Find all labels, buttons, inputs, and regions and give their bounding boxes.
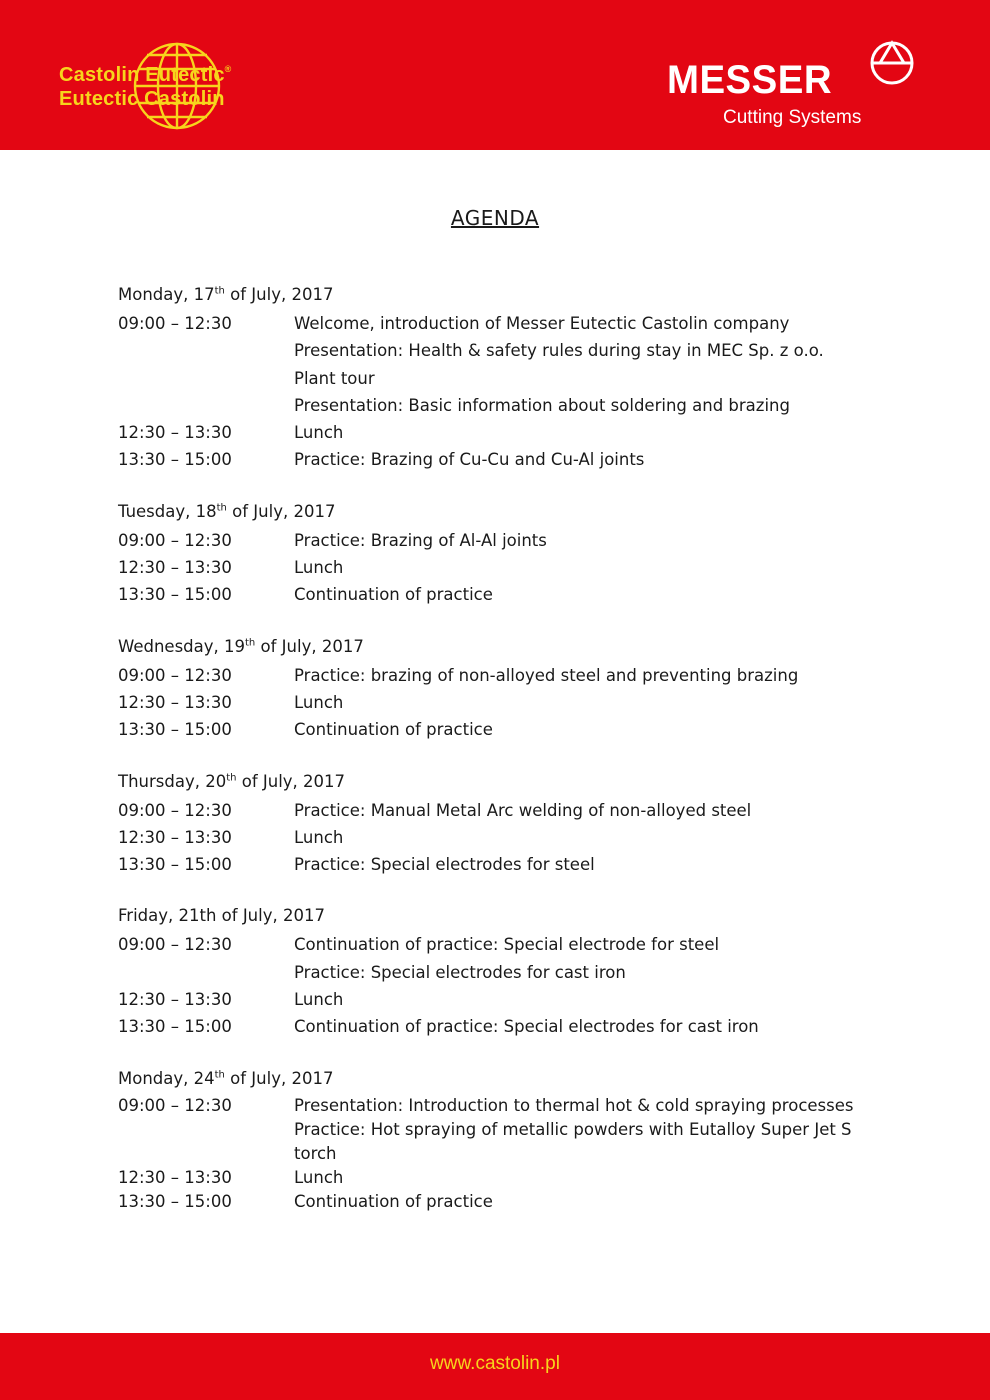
- day-heading: [118, 283, 878, 310]
- header-banner: [0, 0, 990, 150]
- time-slot: [118, 931, 878, 986]
- slot-items: [294, 1013, 854, 1040]
- agenda-day: [118, 904, 878, 1040]
- slot-items: [294, 986, 854, 1013]
- slot-items: [294, 581, 854, 608]
- slot-item: Practice: Brazing of Al-Al joints: [294, 530, 547, 550]
- slot-item: Practice: Special electrodes for steel: [294, 855, 595, 875]
- slot-items: [294, 797, 854, 824]
- time-slot: [118, 662, 878, 689]
- slot-time: 09:00 – 12:30: [118, 530, 232, 550]
- slot-time: 09:00 – 12:30: [118, 1095, 232, 1115]
- slot-item: Presentation: Health & safety rules during stay in MEC Sp. z o.o.: [294, 341, 824, 361]
- day-name: Tuesday, 18: [118, 501, 217, 521]
- slot-items: [294, 662, 854, 689]
- logo-text-line1: Castolin Eutectic®: [59, 64, 232, 86]
- time-slot: [118, 310, 878, 419]
- day-ordinal-suffix: th: [214, 1069, 225, 1081]
- slot-items: [294, 689, 854, 716]
- day-name: Wednesday, 19: [118, 636, 246, 656]
- day-month-year: of July, 2017: [224, 1068, 334, 1088]
- slot-item: Presentation: Introduction to thermal hot & cold spraying processes: [294, 1095, 854, 1115]
- slot-items: [294, 419, 854, 446]
- day-month-year: of July, 2017: [224, 285, 334, 304]
- day-name: Monday, 24: [118, 1068, 215, 1088]
- slot-time: 12:30 – 13:30: [118, 827, 232, 847]
- day-ordinal-suffix: th: [226, 772, 237, 784]
- slot-time: 09:00 – 12:30: [118, 935, 232, 955]
- time-slot: [118, 1013, 878, 1040]
- slot-items: [294, 310, 854, 419]
- slot-time: 13:30 – 15:00: [118, 585, 232, 605]
- messer-brand: MESSER: [667, 58, 833, 102]
- messer-triangle-circle-icon: [869, 40, 915, 86]
- day-heading: [118, 904, 878, 931]
- agenda-list: [118, 283, 878, 1240]
- time-slot: [118, 581, 878, 608]
- slot-time: 09:00 – 12:30: [118, 800, 232, 820]
- slot-items: [294, 1190, 854, 1214]
- slot-items: [294, 716, 854, 743]
- time-slot: [118, 824, 878, 851]
- slot-item: Welcome, introduction of Messer Eutectic Castolin company: [294, 314, 790, 333]
- slot-items: [294, 824, 854, 851]
- time-slot: [118, 446, 878, 473]
- slot-items: [294, 554, 854, 581]
- day-ordinal-suffix: th: [245, 637, 256, 649]
- agenda-day: [118, 635, 878, 744]
- time-slot: [118, 1166, 878, 1190]
- slot-time: 13:30 – 15:00: [118, 720, 232, 740]
- day-heading: [118, 500, 878, 527]
- slot-time: 09:00 – 12:30: [118, 665, 232, 685]
- slot-item: Presentation: Basic information about soldering and brazing: [294, 395, 790, 415]
- day-ordinal-suffix: th: [216, 502, 227, 514]
- slot-time: 12:30 – 13:30: [118, 558, 232, 578]
- footer-url: www.castolin.pl: [430, 1353, 560, 1374]
- slot-items: [294, 851, 854, 878]
- time-slot: [118, 797, 878, 824]
- slot-time: 12:30 – 13:30: [118, 692, 232, 712]
- slot-items: [294, 1166, 854, 1190]
- day-name: Monday, 17: [118, 285, 215, 304]
- slot-time: 09:00 – 12:30: [118, 314, 232, 333]
- slot-time: 12:30 – 13:30: [118, 1167, 232, 1187]
- time-slot: [118, 986, 878, 1013]
- slot-time: 12:30 – 13:30: [118, 423, 232, 443]
- slot-item: Continuation of practice: [294, 585, 493, 605]
- time-slot: [118, 554, 878, 581]
- slot-item: Continuation of practice: [294, 1191, 493, 1211]
- slot-item: Practice: Brazing of Cu-Cu and Cu-Al joints: [294, 450, 645, 470]
- time-slot: [118, 419, 878, 446]
- day-month-year: of July, 2017: [255, 636, 364, 656]
- slot-item: Continuation of practice: [294, 720, 493, 740]
- slot-time: 13:30 – 15:00: [118, 1017, 232, 1037]
- time-slot: [118, 1190, 878, 1214]
- slot-item: Lunch: [294, 990, 344, 1010]
- slot-item: Lunch: [294, 558, 344, 578]
- slot-item: Practice: Hot spraying of metallic powders with Eutalloy Super Jet S: [294, 1119, 852, 1139]
- logo-text-line2: Eutectic Castolin: [59, 88, 225, 110]
- time-slot: [118, 527, 878, 554]
- slot-item: Practice: brazing of non-alloyed steel and preventing brazing: [294, 665, 799, 685]
- agenda-day: [118, 770, 878, 879]
- slot-time: 13:30 – 15:00: [118, 450, 232, 470]
- day-month-year: of July, 2017: [226, 501, 336, 521]
- slot-items: [294, 446, 854, 473]
- time-slot: [118, 851, 878, 878]
- slot-item: Practice: Manual Metal Arc welding of non-alloyed steel: [294, 800, 752, 820]
- slot-items: [294, 931, 854, 986]
- day-ordinal-suffix: th: [214, 285, 225, 297]
- slot-time: 13:30 – 15:00: [118, 1191, 232, 1211]
- slot-item: Continuation of practice: Special electrode for steel: [294, 935, 720, 955]
- slot-item: Lunch: [294, 827, 344, 847]
- day-name: Thursday, 20: [118, 771, 227, 791]
- slot-items: [294, 1094, 854, 1166]
- day-name: Friday, 21th of July, 2017: [118, 906, 325, 926]
- agenda-day: [118, 283, 878, 474]
- agenda-day: [118, 500, 878, 609]
- messer-logo: [665, 40, 925, 135]
- slot-item: Plant tour: [294, 368, 375, 388]
- slot-item: Practice: Special electrodes for cast iron: [294, 962, 626, 982]
- slot-time: 12:30 – 13:30: [118, 990, 232, 1010]
- time-slot: [118, 716, 878, 743]
- time-slot: [118, 1094, 878, 1166]
- slot-item: Lunch: [294, 692, 344, 712]
- slot-item: Continuation of practice: Special electrodes for cast iron: [294, 1017, 759, 1037]
- time-slot: [118, 689, 878, 716]
- slot-item: Lunch: [294, 1167, 344, 1187]
- day-month-year: of July, 2017: [236, 771, 346, 791]
- page-title: AGENDA: [450, 206, 540, 230]
- messer-subtitle: Cutting Systems: [723, 107, 862, 128]
- slot-time: 13:30 – 15:00: [118, 855, 232, 875]
- day-heading: [118, 1067, 878, 1094]
- footer-banner: [0, 1333, 990, 1400]
- day-heading: [118, 770, 878, 797]
- agenda-day: [118, 1067, 878, 1214]
- castolin-eutectic-logo: [55, 42, 305, 134]
- day-heading: [118, 635, 878, 662]
- slot-item: Lunch: [294, 423, 344, 443]
- slot-item: torch: [294, 1143, 337, 1163]
- slot-items: [294, 527, 854, 554]
